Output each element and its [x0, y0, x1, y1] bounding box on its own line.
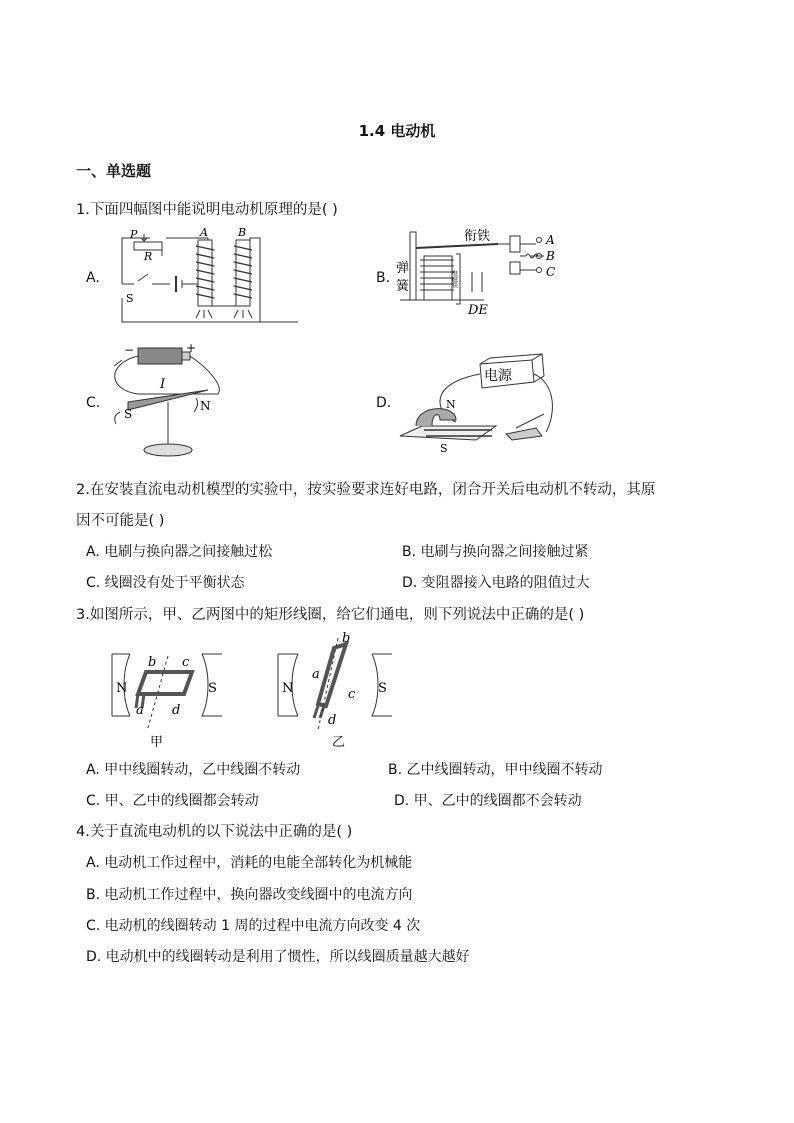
- label-dianyuan: 电源: [484, 368, 512, 384]
- q1-stem: 1.下面四幅图中能说明电动机原理的是( ): [76, 202, 338, 218]
- label-a: a: [312, 667, 320, 682]
- label-a: a: [136, 703, 144, 718]
- label-d: d: [328, 713, 337, 728]
- label-n: N: [282, 681, 294, 696]
- q4-stem: 4.关于直流电动机的以下说法中正确的是( ): [76, 824, 353, 840]
- label-jia: 甲: [150, 735, 164, 750]
- label-huang: 簧: [396, 279, 410, 294]
- q2-stem-line2: 因不可能是( ): [76, 513, 165, 529]
- label-c: c: [182, 655, 190, 670]
- q2-option-c: C. 线圈没有处于平衡状态: [86, 575, 245, 591]
- label-c: C: [546, 265, 556, 279]
- label-b: b: [148, 655, 157, 670]
- q3-figure-jia: [108, 632, 228, 752]
- q1-label-d: D.: [376, 395, 392, 411]
- q1-label-c: C.: [86, 395, 101, 411]
- q3-option-b: B. 乙中线圈转动，甲中线圈不转动: [388, 762, 603, 778]
- label-n: N: [446, 398, 456, 411]
- label-r: R: [144, 250, 153, 263]
- label-xiantie: 衔铁: [464, 229, 491, 244]
- rheostat-shape: [134, 242, 162, 250]
- label-s: S: [378, 681, 387, 696]
- label-s: S: [440, 442, 448, 454]
- q3-option-c: C. 甲、乙中的线圈都会转动: [86, 793, 259, 809]
- q4-option-c: C. 电动机的线圈转动 1 周的过程中电流方向改变 4 次: [86, 918, 421, 934]
- label-a: A: [200, 226, 208, 239]
- label-dianci: 电磁铁: [450, 270, 458, 288]
- label-yi: 乙: [332, 735, 346, 750]
- label-de: DE: [468, 303, 488, 318]
- label-s: S: [126, 292, 134, 305]
- label-b: B: [546, 249, 555, 263]
- q4-option-d: D. 电动机中的线圈转动是利用了惯性，所以线圈质量越大越好: [86, 949, 470, 965]
- q4-option-b: B. 电动机工作过程中，换向器改变线圈中的电流方向: [86, 887, 413, 903]
- q1-figure-d-magnet-rails: [396, 344, 566, 454]
- q1-label-b: B.: [376, 270, 391, 286]
- q4-option-a: A. 电动机工作过程中，消耗的电能全部转化为机械能: [86, 855, 413, 871]
- q3-figure-yi: [274, 630, 398, 750]
- label-p: P: [130, 228, 138, 241]
- q2-option-a: A. 电刷与换向器之间接触过松: [86, 544, 273, 560]
- label-minus: −: [124, 343, 135, 357]
- section-heading: 一、单选题: [76, 162, 152, 180]
- label-c: c: [348, 687, 356, 702]
- page-title: 1.4 电动机: [358, 122, 436, 140]
- q2-stem-line1: 2.在安装直流电动机模型的实验中，按实验要求连好电路，闭合开关后电动机不转动，其原: [76, 482, 656, 498]
- q2-option-b: B. 电刷与换向器之间接触过紧: [402, 544, 589, 560]
- label-b: b: [342, 631, 351, 646]
- label-n: N: [200, 399, 211, 413]
- q3-option-a: A. 甲中线圈转动，乙中线圈不转动: [86, 762, 301, 778]
- q1-figure-a-electromagnets: [108, 226, 298, 326]
- label-i: I: [160, 377, 166, 392]
- label-n: N: [116, 681, 128, 696]
- label-s: S: [208, 681, 217, 696]
- label-d: d: [172, 703, 181, 718]
- q1-figure-b-relay: [394, 226, 594, 321]
- q2-option-d: D. 变阻器接入电路的阻值过大: [402, 575, 590, 591]
- q3-option-d: D. 甲、乙中的线圈都不会转动: [394, 793, 582, 809]
- label-tan: 弹: [396, 261, 410, 276]
- label-plus: +: [186, 341, 197, 355]
- q1-figure-c-oersted: [108, 340, 228, 462]
- label-b: B: [238, 226, 247, 239]
- q1-label-a: A.: [86, 270, 100, 286]
- q3-stem: 3.如图所示，甲、乙两图中的矩形线圈，给它们通电，则下列说法中正确的是( ): [76, 607, 585, 623]
- label-a: A: [546, 233, 555, 247]
- label-s: S: [124, 407, 133, 421]
